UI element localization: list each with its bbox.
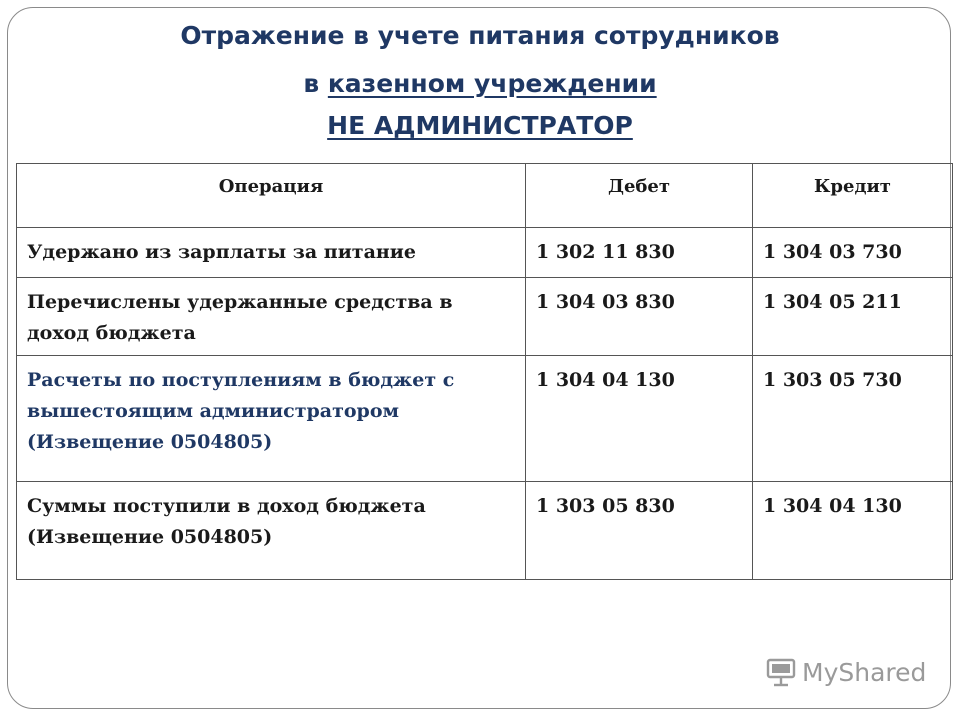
operation-cell: Суммы поступили в доход бюджета (Извещение 0504805) [17,482,526,580]
table-header-row [17,164,953,228]
credit-cell: 1 304 05 211 [753,278,953,356]
operation-cell: Расчеты по поступлениям в бюджет с вышестоящим администратором (Извещение 0504805) [17,356,526,482]
debit-cell: 1 302 11 830 [526,228,753,278]
table-row [17,356,953,482]
watermark-text: MyShared [802,657,927,687]
slide-title-line2 [0,64,960,104]
table-row [17,278,953,356]
accounting-entries-table [16,163,953,580]
debit-cell: 1 303 05 830 [526,482,753,580]
header-credit: Кредит [753,164,953,228]
title-line2-prefix: в [303,69,328,98]
header-debit: Дебет [526,164,753,228]
slide-title-line3 [0,106,960,146]
operation-cell: Удержано из зарплаты за питание [17,228,526,278]
credit-cell: 1 304 03 730 [753,228,953,278]
title-line3-text: НЕ АДМИНИСТРАТОР [327,111,633,140]
presentation-board-icon [766,657,796,687]
header-operation: Операция [17,164,526,228]
debit-cell: 1 304 04 130 [526,356,753,482]
myshared-watermark [766,655,926,689]
credit-cell: 1 304 04 130 [753,482,953,580]
slide-title-line1: Отражение в учете питания сотрудников [180,21,780,50]
table-row [17,482,953,580]
debit-cell: 1 304 03 830 [526,278,753,356]
table-row [17,228,953,278]
operation-cell: Перечислены удержанные средства в доход бюджета [17,278,526,356]
credit-cell: 1 303 05 730 [753,356,953,482]
title-line2-underlined: казенном учреждении [327,69,657,98]
